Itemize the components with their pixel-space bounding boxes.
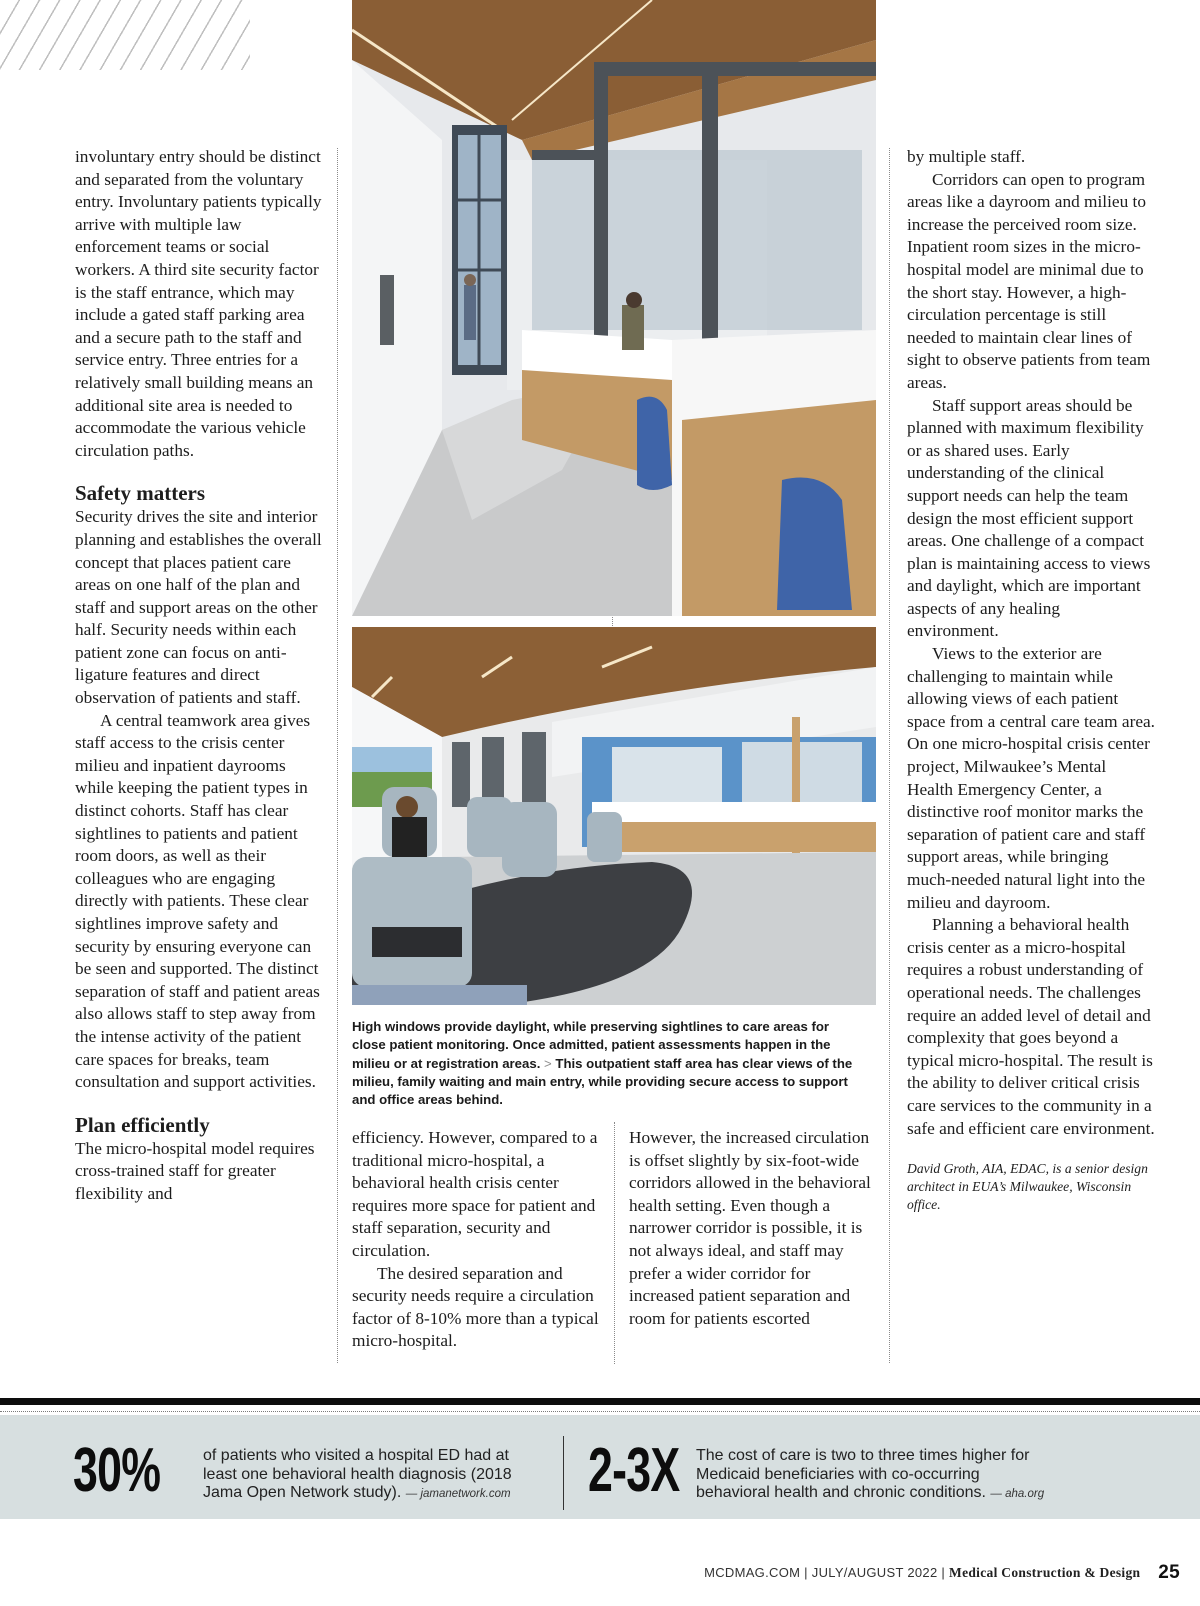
stat-1-text (203, 1447, 543, 1504)
col1-paragraph-3: A central teamwork area gives staff access to the crisis center milieu and inpatient dayrooms while keeping the patient types in distinct cohorts. Staff has clear sightlines to patients and patient room doors, as well as their colleagues who are engaging directly with patients. These clear sightlines improve safety and security by ensuring everyone can be seen and supported. The distinct separation of staff and patient areas also allows staff to step away from the intense activity of the patient care spaces for breaks, team consultation and support activities. (75, 710, 320, 1092)
column-rule-3 (889, 148, 890, 1363)
col1-paragraph-2: Security drives the site and interior planning and establishes the overall concept that places patient care areas on one half of the plan and staff and support areas on the other half. Security needs within each patient zone can focus on anti-ligature features and direct observation of patients and staff. (75, 507, 322, 708)
stat-2-description: The cost of care is two to three times higher for Medicaid beneficiaries with co-occurring behavioral health and chronic conditions. (696, 1447, 1030, 1501)
col3-paragraph-1: However, the increased circulation is offset slightly by six-foot-wide corridors allowed in the behavioral health setting. Even though a narrower corridor is possible, it is not always ideal, and staff may prefer a wider corridor for increased patient separation and room for patients escorted (629, 1128, 871, 1328)
col4-paragraph-2: Corridors can open to program areas like a dayroom and milieu to increase the perceived room size. Inpatient room sizes in the micro-hospital model are minimal due to the short stay. However, a high-circulation percentage is still needed to maintain clear lines of sight to observe patients from team areas. (907, 169, 1151, 392)
footer-site: MCDMAG.COM (704, 1565, 801, 1580)
col4-paragraph-1: by multiple staff. (907, 147, 1026, 166)
divider-bar (0, 1398, 1200, 1405)
page-number: 25 (1158, 1562, 1180, 1583)
footer-issue: JULY/AUGUST 2022 (811, 1565, 938, 1580)
col1-paragraph-4: The micro-hospital model requires cross-trained staff for greater flexibility and (75, 1138, 315, 1203)
article-column-4 (907, 146, 1155, 1214)
footer-publication: Medical Construction & Design (949, 1565, 1141, 1580)
author-byline: David Groth, AIA, EDAC, is a senior design architect in EUA’s Milwaukee, Wisconsin office. (907, 1161, 1148, 1213)
stat-1-description: of patients who visited a hospital ED had at least one behavioral health diagnosis (2018 Jama Open Network study). (203, 1447, 512, 1501)
caption-part-1: High windows provide daylight, while preserving sightlines to care areas for close patient monitoring. Once admitted, patient assessments happen in the milieu or at registration areas. (352, 1019, 831, 1071)
article-column-1 (75, 146, 325, 1206)
corner-hatch-decoration (0, 0, 250, 70)
col4-paragraph-3: Staff support areas should be planned with maximum flexibility or as shared uses. Early understanding of the clinical support needs can help the team design the most efficient support areas. One challenge of a compact plan is maintaining access to views and daylight, which are important aspects of any healing environment. (907, 395, 1151, 641)
col1-paragraph-1: involuntary entry should be distinct and separated from the voluntary entry. Involuntary patients typically arrive with multiple law enforcement teams or social workers. A third site security factor is the staff entrance, which may include a gated staff parking area and a secure path to the staff and service entry. Three entries for a relatively small building means an additional site area is needed to accommodate the various vehicle circulation paths. (75, 147, 322, 460)
caption-arrow: > (544, 1055, 552, 1071)
col2-paragraph-2: The desired separation and security needs require a circulation factor of 8-10% more than a typical micro-hospital. (352, 1263, 599, 1351)
col4-paragraph-4: Views to the exterior are challenging to maintain while allowing views of each patient space from a central care team area. On one micro-hospital crisis center project, Milwaukee’s Mental Health Emergency Center, a distinctive roof monitor marks the separation of patient care and staff support areas, while bringing much-needed natural light into the milieu and dayroom. (907, 644, 1156, 912)
heading-plan-efficiently: Plan efficiently (75, 1112, 210, 1137)
col2-paragraph-1: efficiency. However, compared to a traditional micro-hospital, a behavioral health crisis center requires more space for patient and staff separation, security and circulation. (352, 1128, 598, 1260)
stat-2-text (696, 1447, 1056, 1504)
stats-divider (563, 1436, 564, 1510)
page-footer (704, 1562, 1180, 1584)
photo-corridor-staff-station (352, 0, 876, 616)
photo-milieu-recliners (352, 627, 876, 1005)
photo-caption (352, 1018, 862, 1109)
column-rule-1 (337, 148, 338, 1363)
stat-2-number: 2-3X (588, 1436, 680, 1505)
footer-separator-2: | (941, 1565, 946, 1580)
col4-paragraph-5: Planning a behavioral health crisis center as a micro-hospital requires a robust understanding of operational needs. The challenges require an added level of detail and complexity that goes beyond a typical micro-hospital. The result is the ability to deliver critical crisis care services to the community in a safe and efficient care environment. (907, 915, 1155, 1138)
stat-1-number: 30% (73, 1436, 161, 1505)
stat-1-source: — jamanetwork.com (405, 1488, 511, 1500)
caption-part-2: This outpatient staff area has clear views of the milieu, family waiting and main entry, while providing secure access to support and office areas behind. (352, 1055, 853, 1108)
stat-2-source: — aha.org (990, 1488, 1045, 1500)
footer-separator-1: | (804, 1565, 808, 1580)
article-column-3 (629, 1127, 879, 1330)
column-rule-2 (614, 1122, 615, 1364)
heading-safety-matters: Safety matters (75, 481, 206, 506)
photo-corridor-illustration (352, 0, 876, 616)
divider-dotted-line (0, 1411, 1200, 1412)
article-column-2 (352, 1127, 604, 1353)
photo-milieu-illustration (352, 627, 876, 1005)
